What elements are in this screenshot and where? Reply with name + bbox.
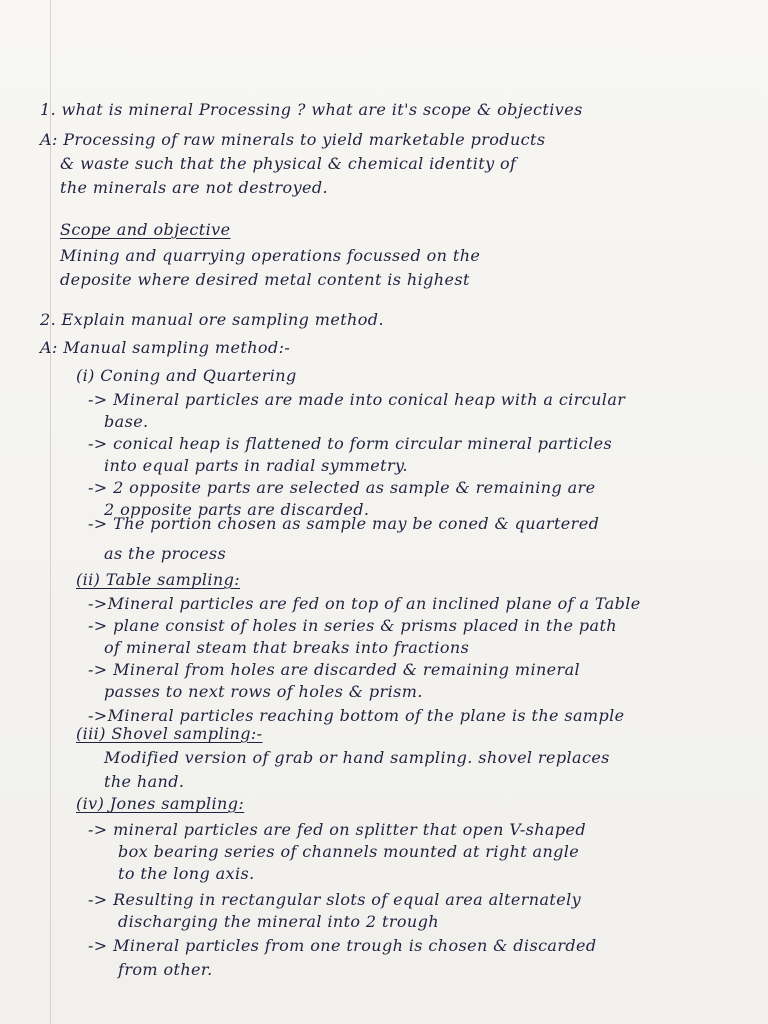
table-line-5: passes to next rows of holes & prism. (104, 682, 423, 701)
coning-line-5: -> 2 opposite parts are selected as sample & remaining are (88, 478, 596, 497)
scope-heading: Scope and objective (60, 220, 231, 239)
table-line-2: -> plane consist of holes in series & prisms placed in the path (88, 616, 617, 635)
jones-line-5: discharging the mineral into 2 trough (118, 912, 439, 931)
scope-line-2: deposite where desired metal content is highest (60, 270, 470, 289)
jones-sampling-heading: (iv) Jones sampling: (76, 794, 245, 813)
table-line-1: ->Mineral particles are fed on top of an inclined plane of a Table (88, 594, 641, 613)
table-sampling-heading: (ii) Table sampling: (76, 570, 241, 589)
answer-1-line-1: A: Processing of raw minerals to yield marketable products (40, 130, 546, 149)
margin-line (50, 0, 51, 1024)
coning-line-2: base. (104, 412, 149, 431)
question-1: 1. what is mineral Processing ? what are it's scope & objectives (40, 100, 583, 119)
question-2: 2. Explain manual ore sampling method. (40, 310, 384, 329)
jones-line-7: from other. (118, 960, 213, 979)
coning-line-4: into equal parts in radial symmetry. (104, 456, 408, 475)
shovel-line-2: the hand. (104, 772, 185, 791)
coning-line-3: -> conical heap is flattened to form circular mineral particles (88, 434, 613, 453)
scope-line-1: Mining and quarrying operations focussed on the (60, 246, 481, 265)
jones-line-2: box bearing series of channels mounted at right angle (118, 842, 580, 861)
coning-line-6: 2 opposite parts are discarded. (104, 500, 370, 519)
coning-line-1: -> Mineral particles are made into conical heap with a circular (88, 390, 626, 409)
jones-line-1: -> mineral particles are fed on splitter that open V-shaped (88, 820, 587, 839)
coning-line-8: as the process (104, 544, 227, 563)
coning-line-7: -> The portion chosen as sample may be coned & quartered (88, 514, 600, 533)
answer-1-line-2: & waste such that the physical & chemical identity of (60, 154, 517, 173)
answer-1-line-3: the minerals are not destroyed. (60, 178, 329, 197)
jones-line-3: to the long axis. (118, 864, 255, 883)
table-line-4: -> Mineral from holes are discarded & remaining mineral (88, 660, 581, 679)
table-line-6: ->Mineral particles reaching bottom of the plane is the sample (88, 706, 625, 725)
shovel-sampling-heading: (iii) Shovel sampling:- (76, 724, 263, 743)
jones-line-6: -> Mineral particles from one trough is chosen & discarded (88, 936, 597, 955)
table-line-3: of mineral steam that breaks into fractions (104, 638, 470, 657)
answer-2-heading: A: Manual sampling method:- (40, 338, 291, 357)
shovel-line-1: Modified version of grab or hand sampling. shovel replaces (104, 748, 610, 767)
coning-heading: (i) Coning and Quartering (76, 366, 297, 385)
jones-line-4: -> Resulting in rectangular slots of equal area alternately (88, 890, 582, 909)
